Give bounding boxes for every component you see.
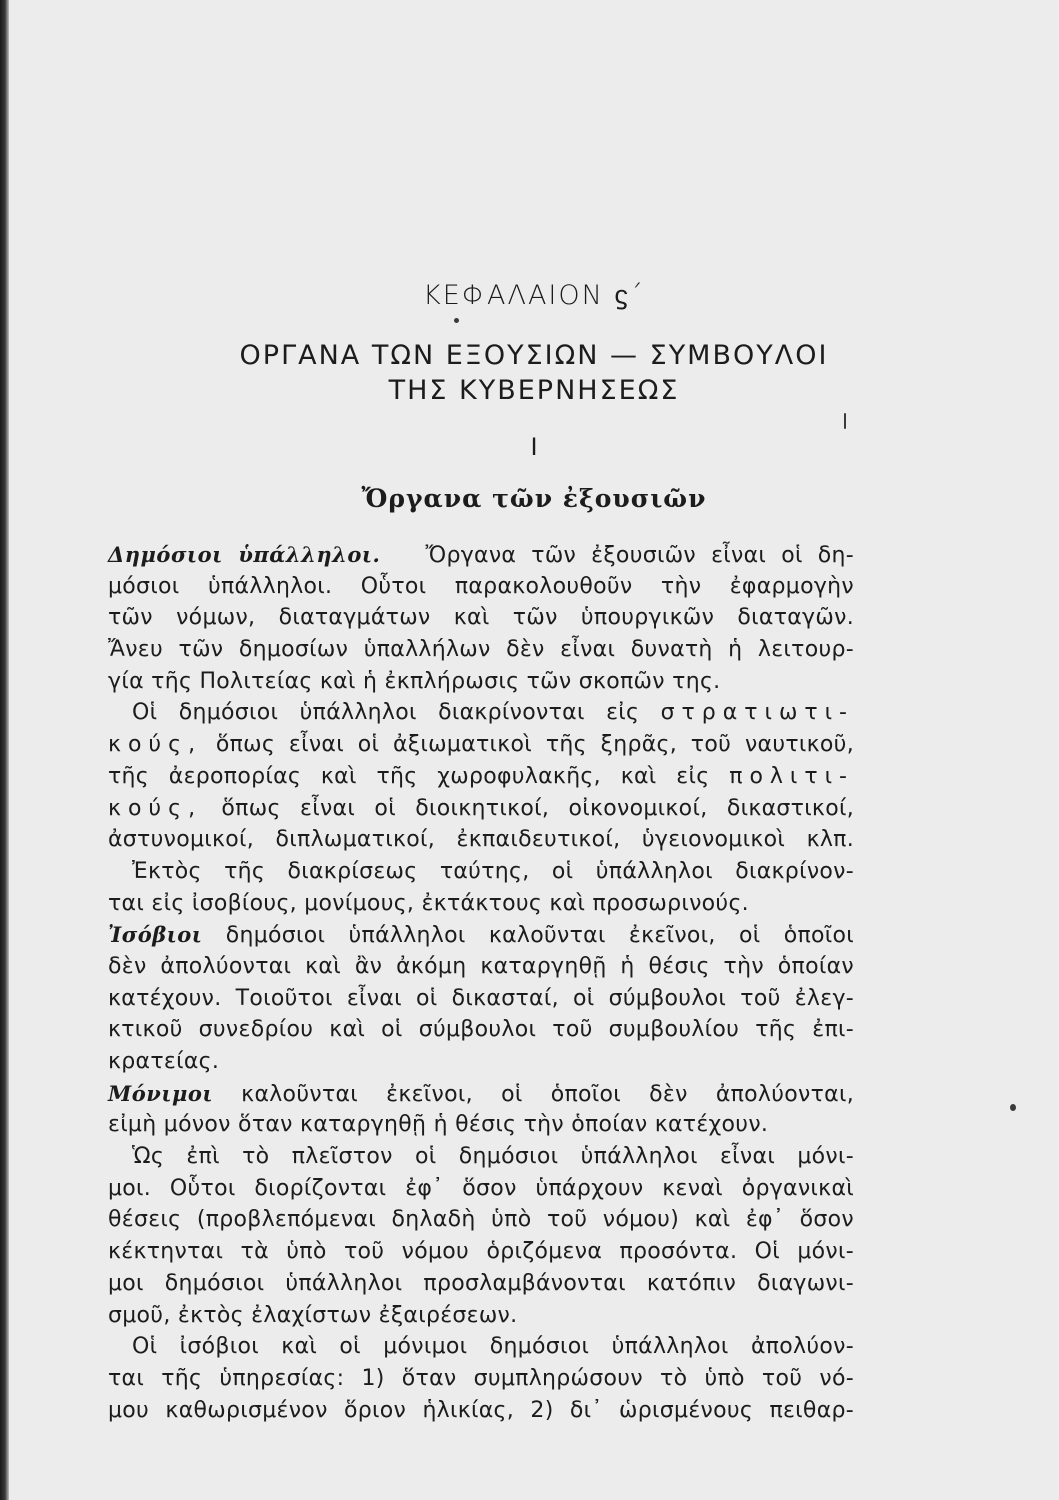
- text-line: σμοῦ, ἐκτὸς ἐλαχίστων ἐξαιρέσεων.: [108, 1302, 518, 1328]
- text-line: γία τῆς Πολιτείας καὶ ἡ ἐκπλήρωσις τῶν σκοπῶν της.: [108, 668, 721, 694]
- text-line: Ἐκτὸς τῆς διακρίσεως ταύτης, οἱ ὑπάλληλοι διακρίνον-: [132, 858, 854, 884]
- text-line: μοι. Οὗτοι διορίζονται ἐφ᾽ ὅσον ὑπάρχουν κεναὶ ὀργανικαὶ: [108, 1175, 854, 1201]
- scan-speck: [1010, 1104, 1016, 1111]
- text-line: δὲν ἀπολύονται καὶ ἂν ἀκόμη καταργηθῇ ἡ θέσις τὴν ὁποίαν: [108, 953, 854, 979]
- text-line: Ὡς ἐπὶ τὸ πλεῖστον οἱ δημόσιοι ὑπάλληλοι εἶναι μόνι-: [132, 1144, 854, 1170]
- text-line: ἀστυνομικοί, διπλωματικοί, ἐκπαιδευτικοί, ὑγειονομικοὶ κλπ.: [108, 827, 854, 853]
- text-line: κέκτηνται τὰ ὑπὸ τοῦ νόμου ὁριζόμενα προσόντα. Οἱ μόνι-: [108, 1239, 854, 1265]
- text-line: κούς, ὅπως εἶναι οἱ διοικητικοί, οἰκονομικοί, δικαστικοί,: [108, 795, 854, 821]
- text-line: εἰμὴ μόνον ὅταν καταργηθῇ ἡ θέσις τὴν ὁποίαν κατέχουν.: [108, 1112, 769, 1138]
- text-line: Ἄνευ τῶν δημοσίων ὑπαλλήλων δὲν εἶναι δυνατὴ ἡ λειτουρ-: [108, 637, 854, 663]
- chapter-label: ΚΕΦΑΛΑΙΟΝ ϛ´: [423, 280, 645, 311]
- term-public-servants: Δημόσιοι ὑπάλληλοι.: [108, 542, 381, 567]
- text-line: Οἱ δημόσιοι ὑπάλληλοι διακρίνονται εἰς στρατιωτι-: [132, 700, 854, 726]
- text-line: μου καθωρισμένον ὅριον ἡλικίας, 2) δι᾽ ὡρισμένους πειθαρ-: [108, 1397, 854, 1423]
- text-line: τῶν νόμων, διαταγμάτων καὶ τῶν ὑπουργικῶν διαταγῶν.: [108, 605, 854, 631]
- text-line: μοι δημόσιοι ὑπάλληλοι προσλαμβάνονται κατόπιν διαγωνι-: [108, 1270, 854, 1296]
- term-permanent: Μόνιμοι: [108, 1080, 214, 1106]
- text-line: τῆς ἀεροπορίας καὶ τῆς χωροφυλακῆς, καὶ εἰς πολιτι-: [108, 763, 854, 789]
- body-text: [108, 539, 854, 1426]
- spaced-term: κούς,: [108, 732, 203, 758]
- spaced-term: στρατιωτι-: [660, 700, 854, 726]
- section-number: I: [530, 433, 538, 461]
- text-line: Δημόσιοι ὑπάλληλοι. Ὄργανα τῶν ἐξουσιῶν εἶναι οἱ δη-: [108, 542, 854, 568]
- chapter-title-line-2: ΤΗΣ ΚΥΒΕΡΝΗΣΕΩΣ: [388, 375, 680, 406]
- book-page: [9, 0, 1059, 1500]
- section-heading: Ὄργανα τῶν ἐξουσιῶν: [361, 484, 707, 513]
- term-lifelong: Ἰσόβιοι: [108, 922, 203, 948]
- book-spine-shadow: [0, 0, 9, 1500]
- text-line: ται τῆς ὑπηρεσίας: 1) ὅταν συμπληρώσουν τὸ ὑπὸ τοῦ νό-: [108, 1365, 854, 1391]
- text-line: θέσεις (προβλεπόμεναι δηλαδὴ ὑπὸ τοῦ νόμου) καὶ ἐφ᾽ ὅσον: [108, 1207, 854, 1233]
- text-line: Ἰσόβιοι δημόσιοι ὑπάλληλοι καλοῦνται ἐκεῖνοι, οἱ ὁποῖοι: [108, 922, 855, 949]
- scan-speck: [844, 413, 846, 429]
- chapter-title-line-1: ΟΡΓΑΝΑ ΤΩΝ ΕΞΟΥΣΙΩΝ — ΣΥΜΒΟΥΛΟΙ: [239, 340, 829, 371]
- text-line: κούς, ὅπως εἶναι οἱ ἀξιωματικοὶ τῆς ξηρᾶς, τοῦ ναυτικοῦ,: [108, 732, 854, 758]
- text-line: ται εἰς ἰσοβίους, μονίμους, ἐκτάκτους καὶ προσωρινούς.: [108, 890, 749, 916]
- text-line: κατέχουν. Τοιοῦτοι εἶναι οἱ δικασταί, οἱ σύμβουλοι τοῦ ἐλεγ-: [108, 985, 854, 1011]
- scan-speck: [454, 318, 459, 323]
- text-line: Οἱ ἰσόβιοι καὶ οἱ μόνιμοι δημόσιοι ὑπάλληλοι ἀπολύον-: [132, 1334, 854, 1360]
- text-line: Μόνιμοι καλοῦνται ἐκεῖνοι, οἱ ὁποῖοι δὲν ἀπολύονται,: [108, 1080, 855, 1107]
- text-line: κρατείας.: [108, 1049, 220, 1074]
- text-line: μόσιοι ὑπάλληλοι. Οὗτοι παρακολουθοῦν τὴν ἐφαρμογὴν: [108, 573, 854, 599]
- spaced-term: κούς,: [108, 795, 203, 821]
- text-line: κτικοῦ συνεδρίου καὶ οἱ σύμβουλοι τοῦ συμβουλίου τῆς ἐπι-: [108, 1017, 854, 1043]
- spaced-term: πολιτι-: [729, 763, 854, 789]
